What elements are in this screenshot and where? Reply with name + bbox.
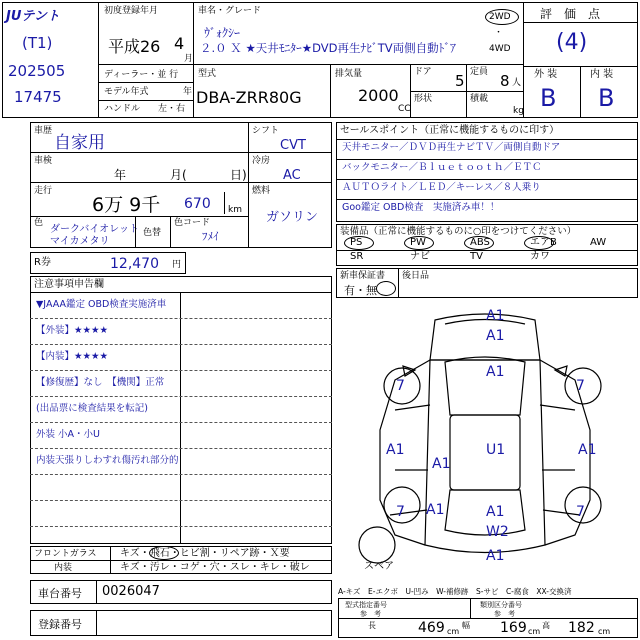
- wid-unit: cm: [528, 627, 541, 636]
- interior-value: キズ・汚レ・コゲ・穴・スレ・キレ・破レ: [120, 562, 310, 573]
- cat-num-label: 類別区分番号: [480, 601, 522, 609]
- grade-label: 評 価 点: [540, 7, 601, 21]
- date-code: 202505: [8, 62, 66, 80]
- damage-mark: U1: [486, 442, 506, 458]
- handle-value: 左・右: [158, 104, 186, 114]
- reg-month-unit: 月: [184, 54, 194, 64]
- recycle-box: [30, 252, 186, 274]
- damage-mark: A1: [486, 308, 505, 324]
- mileage-sub: 670: [184, 196, 211, 212]
- damage-mark: A1: [432, 456, 451, 472]
- damage-mark: A1: [426, 502, 445, 518]
- load-unit: kg: [513, 106, 524, 116]
- car-model: ｳﾞｫｸｼｰ: [204, 26, 241, 40]
- equipment-item: PW: [410, 237, 426, 248]
- reg-label: 初度登録年月: [104, 6, 159, 16]
- wid-value: 169: [500, 620, 527, 636]
- spare-wheel: [359, 527, 395, 563]
- note-line: 外装 小A・小U: [36, 429, 100, 440]
- shape-label: 形状: [414, 94, 433, 104]
- int-label: 内 装: [590, 69, 614, 80]
- len-unit: cm: [447, 627, 460, 636]
- damage-mark: A1: [486, 548, 505, 564]
- chassis-value: 0026047: [102, 584, 160, 599]
- equipment-circle: [344, 236, 374, 250]
- damage-legend: A-キズ E-エクボ U-凹み W-補修跡 S-サビ C-腐食 XX-交換済: [338, 587, 572, 596]
- logo-text: JUテント: [6, 9, 60, 24]
- damage-mark: 7: [396, 378, 405, 394]
- engine-value: 2000: [358, 86, 399, 105]
- capacity-label: 定員: [470, 67, 489, 77]
- engine-unit: CC: [398, 104, 411, 114]
- notes-label: 注意事項申告欄: [34, 279, 104, 290]
- color-label: 色: [34, 218, 44, 228]
- inspection-year: 年: [114, 168, 127, 182]
- damage-mark: 7: [576, 504, 585, 520]
- warranty-label: 新車保証書: [340, 271, 386, 281]
- equipment-circle: [464, 236, 494, 250]
- reg-month: 4: [174, 34, 185, 53]
- drive-dot: ・: [494, 28, 504, 38]
- equipment-item: カワ: [530, 251, 550, 262]
- type-label: 型式: [198, 69, 217, 79]
- mileage-unit: km: [228, 205, 242, 215]
- shift-label: シフト: [252, 126, 280, 136]
- selling-point: ＡＵＴＯライト／ＬＥＤ／キーレス／８人乗り: [342, 182, 541, 193]
- type-num-label: 型式指定番号: [345, 601, 387, 609]
- recycle-value: 12,470: [110, 256, 159, 272]
- reg-era: 平成26: [108, 37, 161, 56]
- glass-value: キズ・飛石・ヒビ割・リペア跡・Ｘ要: [120, 548, 290, 559]
- int-grade: B: [598, 84, 615, 112]
- note-line: 【外装】★★★★: [36, 325, 109, 336]
- serial-no: 17475: [14, 88, 62, 106]
- grade-value: (4): [556, 30, 588, 55]
- note-line: ▼JAAA鑑定 OBD検査実施済車: [36, 299, 167, 310]
- len-value: 469: [418, 620, 445, 636]
- t1-label: (T1): [22, 34, 53, 52]
- recycle-unit: 円: [172, 260, 182, 270]
- equipment-item: ナビ: [410, 251, 430, 262]
- damage-mark: 7: [576, 378, 585, 394]
- logo: [6, 5, 96, 25]
- interior-label: 内装: [54, 563, 73, 573]
- hgt-label: 高: [542, 621, 550, 630]
- load-label: 積載: [470, 94, 489, 104]
- warranty-circle: [376, 281, 396, 296]
- equipment-circle: [524, 236, 554, 250]
- equipment-item: SR: [350, 251, 364, 262]
- damage-mark: A1: [578, 442, 597, 458]
- color-code-label: 色コード: [174, 218, 211, 228]
- damage-mark: A1: [486, 504, 505, 520]
- drive-2wd: 2WD: [489, 12, 511, 22]
- mileage-label: 走行: [34, 186, 53, 196]
- chassis-label: 車台番号: [38, 587, 82, 600]
- equipment-item: TV: [470, 251, 483, 262]
- inspection-label: 車検: [34, 156, 53, 166]
- warranty-value: 有・無: [344, 284, 377, 297]
- selling-point: 天井モニター／ＤＶＤ再生ナビＴＶ／両側自動ドア: [342, 142, 561, 153]
- dealer-label: ディーラー・並 行: [104, 70, 179, 80]
- selling-point: バックモニター／Ｂｌｕｅｔｏｏｔｈ／ＥＴＣ: [342, 162, 542, 173]
- selling-point: Goo鑑定 OBD検査 実施済み車！！: [342, 202, 500, 213]
- year-unit: 年: [183, 87, 193, 97]
- drive-4wd: 4WD: [489, 44, 511, 54]
- hgt-unit: cm: [598, 627, 611, 636]
- damage-mark: A1: [486, 364, 505, 380]
- door-value: 5: [455, 72, 465, 90]
- type-value: DBA-ZRR80G: [196, 88, 302, 107]
- capacity-unit: 人: [512, 78, 522, 88]
- inspection-day: 日): [230, 168, 247, 182]
- registration-label: 登録番号: [38, 618, 82, 631]
- ref2-label: 参 考: [494, 610, 515, 618]
- car-grade: ２.０ Ｘ ★天井ﾓﾆﾀｰ★DVD再生ﾅﾋﾞTV両側自動ﾄﾞｱ: [200, 41, 456, 55]
- capacity-value: 8: [500, 72, 510, 90]
- equipment-item: PS: [350, 237, 363, 248]
- damage-mark: A1: [386, 442, 405, 458]
- spare-label: スペア: [364, 561, 394, 572]
- shift-value: CVT: [280, 138, 306, 153]
- note-line: 【内装】★★★★: [36, 351, 109, 362]
- len-label: 長: [368, 621, 376, 630]
- ext-grade: B: [540, 84, 557, 112]
- equipment-circle: [404, 236, 434, 250]
- ext-label: 外 装: [534, 69, 558, 80]
- equipment-item: エアB: [530, 237, 557, 248]
- model-year-label: モデル年式: [104, 87, 149, 97]
- note-line: (出品票に検査結果を転記): [36, 403, 148, 414]
- equipment-label: 装備品（正常に機能するものに○印をつけてください）: [340, 226, 577, 237]
- equipment-item: AW: [590, 237, 607, 248]
- inspection-month: 月(: [170, 168, 187, 182]
- ref-label: 参 考: [360, 610, 381, 618]
- door-label: ドア: [414, 67, 432, 77]
- equipment-item: ABS: [470, 237, 490, 248]
- hgt-value: 182: [568, 620, 595, 636]
- fuel-label: 燃料: [252, 186, 271, 196]
- color-change-label: 色替: [143, 228, 162, 238]
- damage-mark: W2: [486, 524, 509, 540]
- glass-circle: [149, 546, 179, 560]
- color-value: ダークバイオレット マイカメタリ: [50, 224, 139, 247]
- damage-mark: 7: [396, 504, 405, 520]
- usage-value: 自家用: [54, 133, 105, 153]
- note-line: 内装天張りしわすれ傷汚れ部分的: [36, 455, 179, 466]
- engine-label: 排気量: [335, 69, 363, 79]
- mileage-value: 6万 9千: [92, 194, 161, 216]
- note-line: 【修復歴】なし 【機関】正常: [36, 377, 165, 388]
- handle-label: ハンドル: [104, 104, 141, 114]
- car-diagram: [335, 300, 635, 570]
- usage-label: 車歴: [34, 126, 53, 136]
- car-name-label: 車名・グレード: [198, 6, 262, 16]
- wid-label: 幅: [462, 621, 470, 630]
- car-front: [430, 314, 540, 360]
- ac-label: 冷房: [252, 156, 271, 166]
- selling-label: セールスポイント（正常に機能するものに印す）: [340, 125, 560, 136]
- damage-mark: A1: [486, 328, 505, 344]
- color-code: ﾌﾒｲ: [202, 230, 219, 243]
- ac-value: AC: [283, 168, 301, 183]
- recycle-label: R券: [34, 257, 51, 268]
- warranty-next-label: 後日品: [402, 271, 430, 281]
- glass-label: フロントガラス: [34, 549, 97, 559]
- fuel-value: ガソリン: [266, 210, 319, 225]
